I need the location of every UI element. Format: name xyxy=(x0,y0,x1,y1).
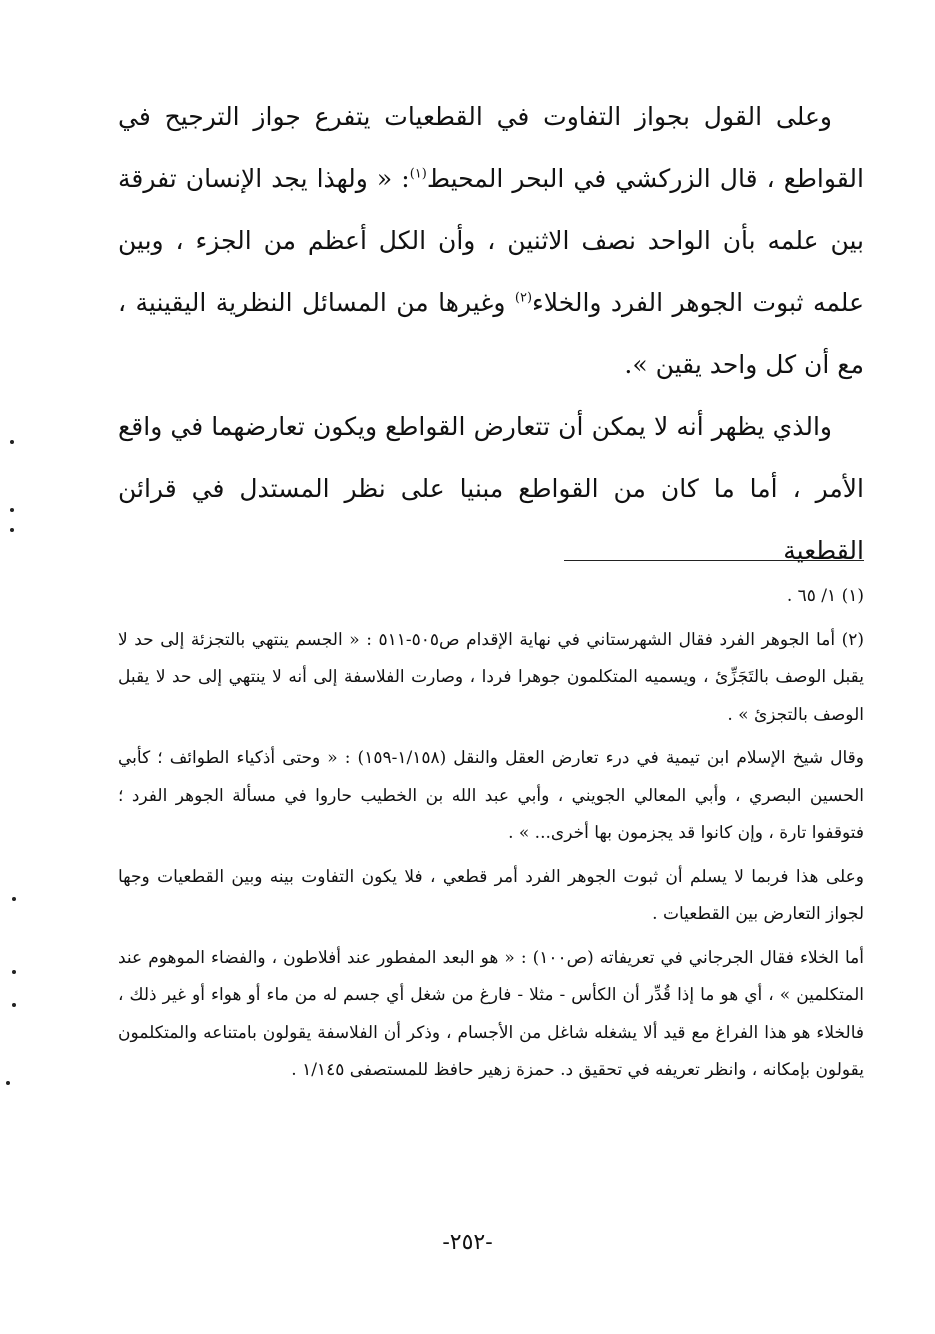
main-body-text xyxy=(118,86,864,582)
footnote-2-part-3: وعلى هذا فربما لا يسلم أن ثبوت الجوهر الفرد أمر قطعي ، فلا يكون التفاوت بينه وبين القطعيات وجها لجواز التعارض بين القطعيات . xyxy=(118,866,864,924)
footnotes-section xyxy=(118,578,864,1096)
margin-speck xyxy=(12,897,16,901)
footnote-2-part-2: وقال شيخ الإسلام ابن تيمية في درء تعارض العقل والنقل (١/١٥٨-١٥٩) : « وحتى أذكياء الطوائف ؛ كأبي الحسين البصري ، وأبي المعالي الجويني ، وأبي عبد الله بن الخطيب حاروا في مسألة الجوهر الفرد ؛ فتوقفوا تارة ، وإن كانوا قد يجزمون بها أخرى... » . xyxy=(118,748,864,843)
footnote-2-part-1: (٢) أما الجوهر الفرد فقال الشهرستاني في نهاية الإقدام ص٥٠٥-٥١١ : « الجسم ينتهي بالتجزئة إلى حد لا يقبل الوصف بالتَجَزِّئ ، ويسميه المتكلمون جوهرا فردا ، وصارت الفلاسفة إلى أنه لا ينتهي إلى حد لا يقبل الوصف بالتجزئ » . xyxy=(118,629,864,725)
footnote-ref-2: (٢) xyxy=(514,290,533,306)
margin-speck xyxy=(12,1003,16,1007)
margin-speck xyxy=(10,440,14,444)
margin-speck xyxy=(10,528,14,532)
footnote-1: (١) ١/ ٦٥ . xyxy=(786,586,864,606)
margin-speck xyxy=(10,508,14,512)
footnote-2-part-4: أما الخلاء فقال الجرجاني في تعريفاته (ص١٠٠) : « هو البعد المفطور عند أفلاطون ، والفضاء الموهوم عند المتكلمين » ، أي هو ما إذا قُدِّر أن الكأس - مثلا - فارغ من شغل أي جسم له من ماء أو هواء أو غير ذلك ، فالخلاء هو هذا الفراغ مع قيد ألا يشغله شاغل من الأجسام ، وذكر أن الفلاسفة يقولون بامتناعه والمتكلمون يقولون بإمكانه ، وانظر تعريفه في تحقيق د. حمزة زهير حافظ للمستصفى ١/١٤٥ . xyxy=(118,947,864,1080)
footnote-separator xyxy=(564,560,864,561)
paragraph-1-text-b: : « ولهذا يجد الإنسان تفرقة بين علمه بأن الواحد نصف الاثنين ، وأن الكل أعظم من الجزء ، وبين علمه ثبوت الجوهر الفرد والخلاء xyxy=(118,164,864,317)
body-paragraph-2: والذي يظهر أنه لا يمكن أن تتعارض القواطع ويكون تعارضهما في واقع الأمر ، أما ما كان من القواطع مبنيا على نظر المستدل في قرائن القطعية xyxy=(118,412,864,565)
footnote-ref-1: (١) xyxy=(409,166,427,182)
page-number: -٢٥٢- xyxy=(442,1230,493,1255)
paragraph-1-text-c: وغيرها من المسائل النظرية اليقينية ، مع أن كل واحد يقين ». xyxy=(118,288,864,379)
margin-speck xyxy=(12,970,16,974)
margin-speck xyxy=(6,1081,10,1085)
paragraph-1-text-a: وعلى القول بجواز التفاوت في القطعيات يتفرع جواز الترجيح في القواطع ، قال الزركشي في البحر المحيط xyxy=(118,102,864,193)
body-paragraph-1 xyxy=(118,86,864,396)
